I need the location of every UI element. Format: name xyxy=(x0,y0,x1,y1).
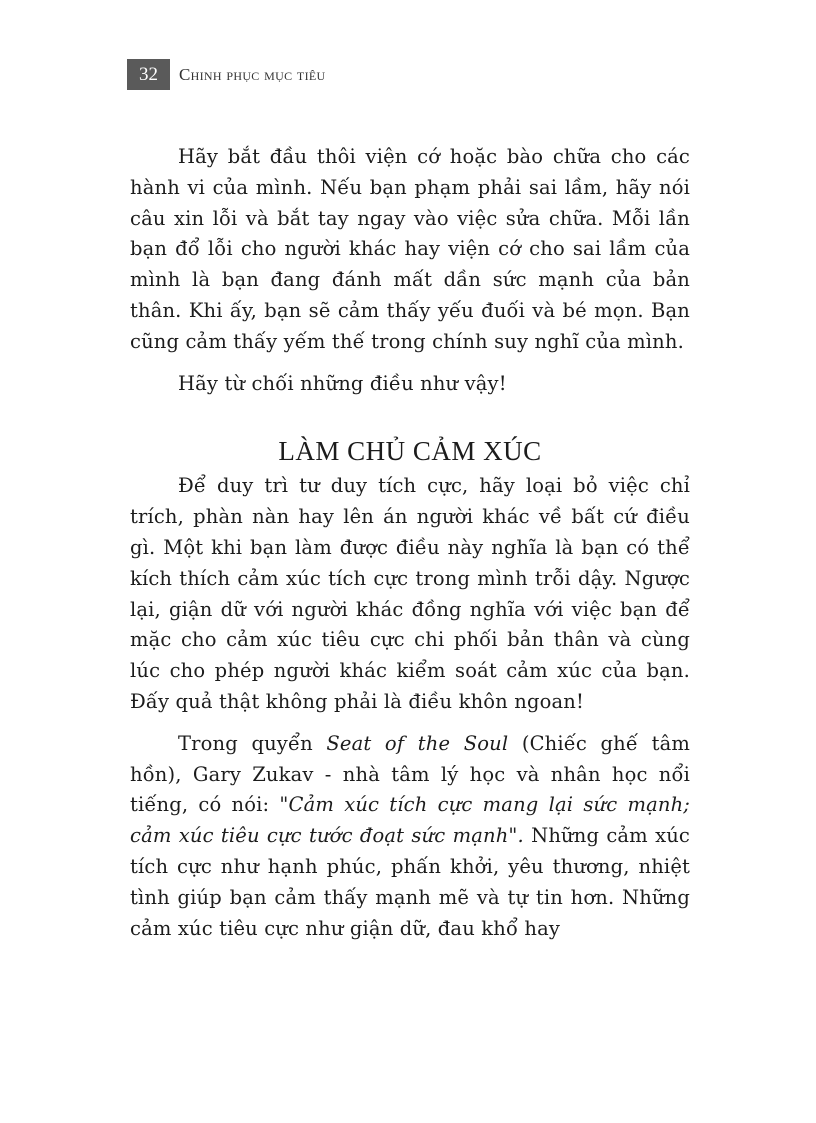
section-heading: LÀM CHỦ CẢM XÚC xyxy=(278,436,542,467)
page-body xyxy=(130,142,690,944)
paragraph-excuses: Hãy bắt đầu thôi viện cớ hoặc bào chữa cho các hành vi của mình. Nếu bạn phạm phải sai lầm, hãy nói câu xin lỗi và bắt tay ngay vào việc sửa chữa. Mỗi lần bạn đổ lỗi cho người khác hay viện cớ cho sai lầm của mình là bạn đang đánh mất dần sức mạnh của bản thân. Khi ấy, bạn sẽ cảm thấy yếu đuối và bé mọn. Bạn cũng cảm thấy yếm thế trong chính suy nghĩ của mình. xyxy=(130,145,690,353)
book-title: Seat of the Soul xyxy=(326,731,509,755)
zukav-text-1: Trong quyển xyxy=(178,731,327,755)
zukav-text-2: (Chiếc ghế tâm hồn), Gary Zukav - nhà tâm lý học và nhân học nổi tiếng, có nói: xyxy=(130,731,691,817)
paragraph-positive-thinking: Để duy trì tư duy tích cực, hãy loại bỏ việc chỉ trích, phàn nàn hay lên án người khác về bất cứ điều gì. Một khi bạn làm được điều này nghĩa là bạn có thể kích thích cảm xúc tích cực trong mình trỗi dậy. Ngược lại, giận dữ với người khác đồng nghĩa với việc bạn để mặc cho cảm xúc tiêu cực chi phối bản thân và cùng lúc cho phép người khác kiểm soát cảm xúc của bạn. Đấy quả thật không phải là điều khôn ngoan! xyxy=(130,474,690,713)
zukav-quote: "Cảm xúc tích cực mang lại sức mạnh; cảm xúc tiêu cực tước đoạt sức mạnh". xyxy=(130,793,691,848)
page-header xyxy=(127,59,325,90)
page-number: 32 xyxy=(127,59,170,90)
paragraph-zukav xyxy=(130,729,690,945)
paragraph-refuse: Hãy từ chối những điều như vậy! xyxy=(178,371,507,395)
running-title: Chinh phục mục tiêu xyxy=(179,64,326,84)
zukav-text-3: Những cảm xúc tích cực như hạnh phúc, phấn khởi, yêu thương, nhiệt tình giúp bạn cảm thấy mạnh mẽ và tự tin hơn. Những cảm xúc tiêu cực như giận dữ, đau khổ hay xyxy=(130,824,690,940)
